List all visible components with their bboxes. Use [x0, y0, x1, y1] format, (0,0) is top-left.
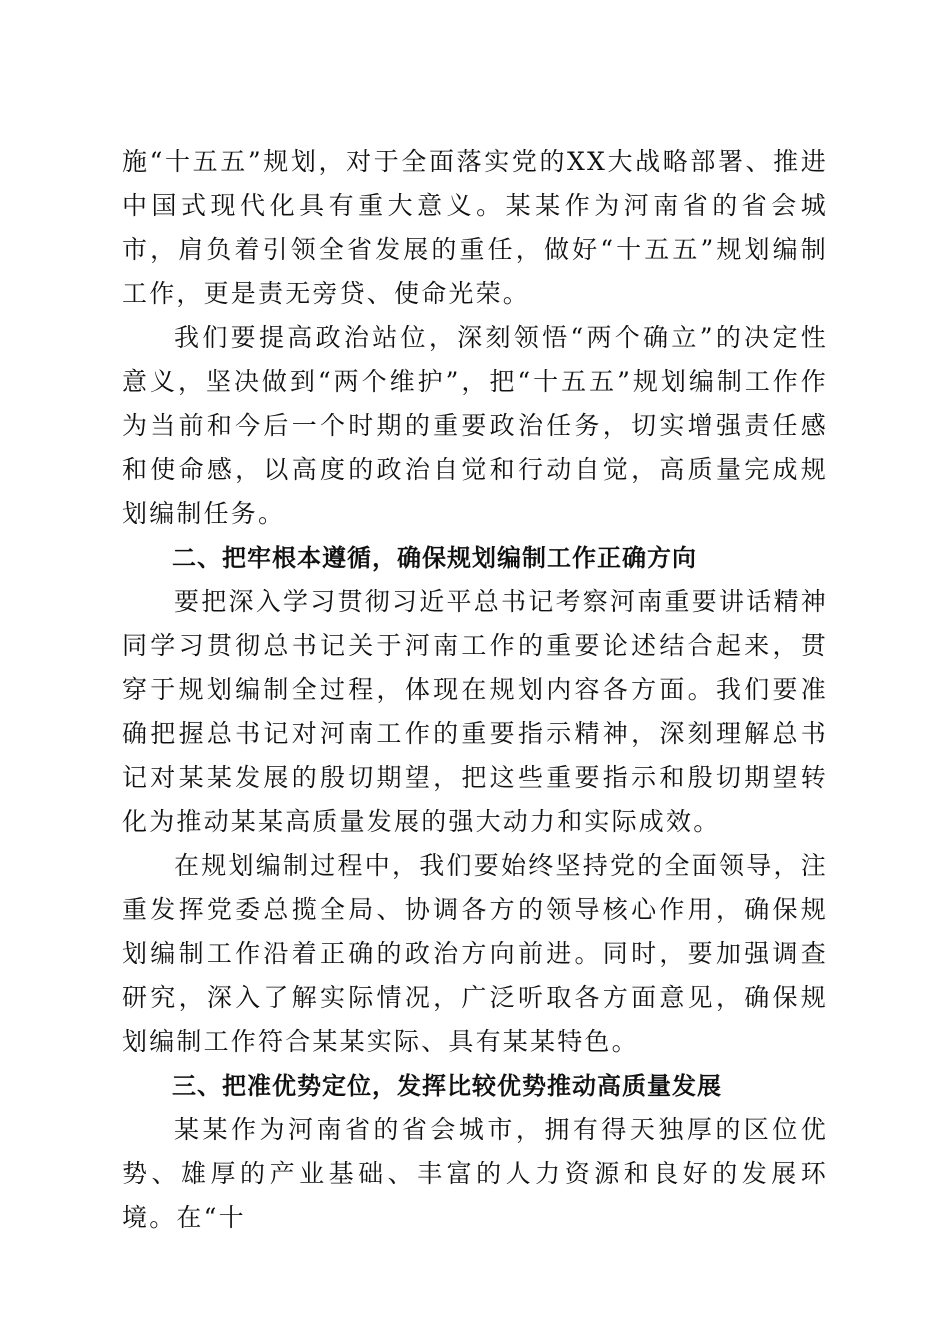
- paragraph-political-stance: 我们要提高政治站位，深刻领悟“两个确立”的决定性意义，坚决做到“两个维护”，把“十五五”规划编制工作作为当前和今后一个时期的重要政治任务，切实增强责任感和使命感，以高度的政治自觉和行动自觉，高质量完成规划编制任务。: [122, 323, 828, 528]
- paragraph-party-leadership: 在规划编制过程中，我们要始终坚持党的全面领导，注重发挥党委总揽全局、协调各方的领导核心作用，确保规划编制工作沿着正确的政治方向前进。同时，要加强调查研究，深入了解实际情况，广泛听取各方面意见，确保规划编制工作符合某某实际、具有某某特色。: [122, 851, 828, 1056]
- paragraph-continuation: 施“十五五”规划，对于全面落实党的XX大战略部署、推进中国式现代化具有重大意义。某某作为河南省的省会城市，肩负着引领全省发展的重任，做好“十五五”规划编制工作，更是责无旁贷、使命光荣。: [122, 147, 828, 308]
- paragraph-study-spirit: 要把深入学习贯彻习近平总书记考察河南重要讲话精神同学习贯彻总书记关于河南工作的重要论述结合起来，贯穿于规划编制全过程，体现在规划内容各方面。我们要准确把握总书记对河南工作的重要指示精神，深刻理解总书记对某某发展的殷切期望，把这些重要指示和殷切期望转化为推动某某高质量发展的强大动力和实际成效。: [122, 587, 828, 836]
- section-heading-two: 二、把牢根本遵循，确保规划编制工作正确方向: [172, 544, 697, 572]
- section-heading-three: 三、把准优势定位，发挥比较优势推动高质量发展: [172, 1072, 722, 1100]
- document-body: [122, 140, 828, 1240]
- paragraph-advantages: 某某作为河南省的省会城市，拥有得天独厚的区位优势、雄厚的产业基础、丰富的人力资源和良好的发展环境。在“十: [122, 1115, 828, 1232]
